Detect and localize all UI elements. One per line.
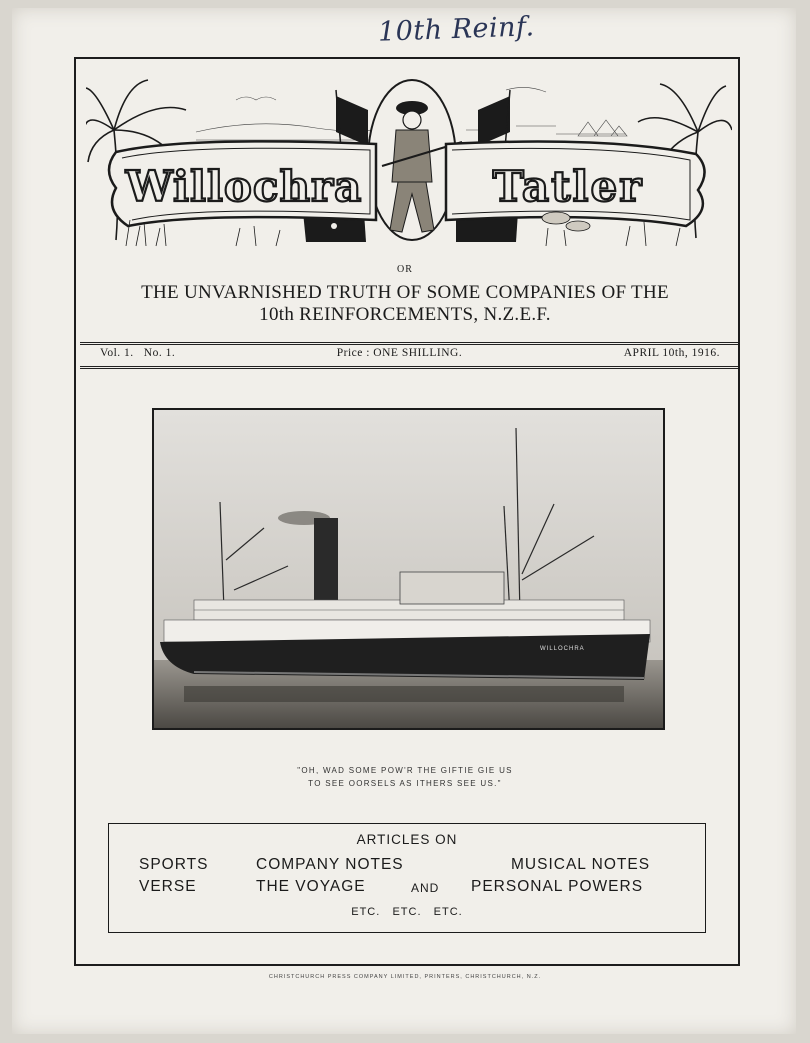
article-the-voyage: THE VOYAGE <box>256 878 366 895</box>
article-verse: VERSE <box>139 878 197 895</box>
bridge <box>400 572 504 604</box>
issue-price: Price : ONE SHILLING. <box>336 347 463 359</box>
masthead-title-left: Willochra <box>125 162 363 211</box>
article-sports: SPORTS <box>139 856 209 873</box>
divider-bottom <box>80 366 738 367</box>
cover-quote <box>0 764 810 790</box>
subtitle-line-2: 10th REINFORCEMENTS, N.Z.E.F. <box>259 304 551 325</box>
issue-info-line <box>100 347 720 359</box>
ship-illustration <box>154 410 663 728</box>
masthead-illustration <box>86 70 732 248</box>
quote-line-1: "OH, WAD SOME POW'R THE GIFTIE GIE US <box>297 766 513 775</box>
volume-number: Vol. 1. No. 1. <box>100 347 176 359</box>
article-personal-powers: PERSONAL POWERS <box>471 878 644 895</box>
ship-photograph <box>152 408 665 730</box>
divider-bottom-double <box>80 368 738 369</box>
subtitle-line-1: THE UNVARNISHED TRUTH OF SOME COMPANIES OF THE <box>141 282 669 303</box>
funnel <box>314 518 338 602</box>
handwritten-note: 10th Reinf. <box>377 11 536 48</box>
and-word: AND <box>411 881 440 895</box>
or-text: OR <box>397 264 413 275</box>
issue-date: APRIL 10th, 1916. <box>623 347 720 359</box>
reflection <box>184 686 624 702</box>
ship-name: WILLOCHRA <box>540 646 585 652</box>
article-company-notes: COMPANY NOTES <box>256 856 404 873</box>
divider-top-double <box>80 344 738 345</box>
articles-box <box>108 823 706 933</box>
divider-top <box>80 342 738 343</box>
printer-imprint: CHRISTCHURCH PRESS COMPANY LIMITED, PRINTERS, CHRISTCHURCH, N.Z. <box>268 974 542 980</box>
articles-heading: ARTICLES ON <box>356 832 458 847</box>
article-musical-notes: MUSICAL NOTES <box>511 856 651 873</box>
quote-line-2: TO SEE OORSELS AS ITHERS SEE US." <box>308 779 502 788</box>
masthead-title-right: Tatler <box>492 162 644 211</box>
articles-etc: ETC. ETC. ETC. <box>351 906 463 918</box>
cover-subtitle <box>0 282 810 326</box>
